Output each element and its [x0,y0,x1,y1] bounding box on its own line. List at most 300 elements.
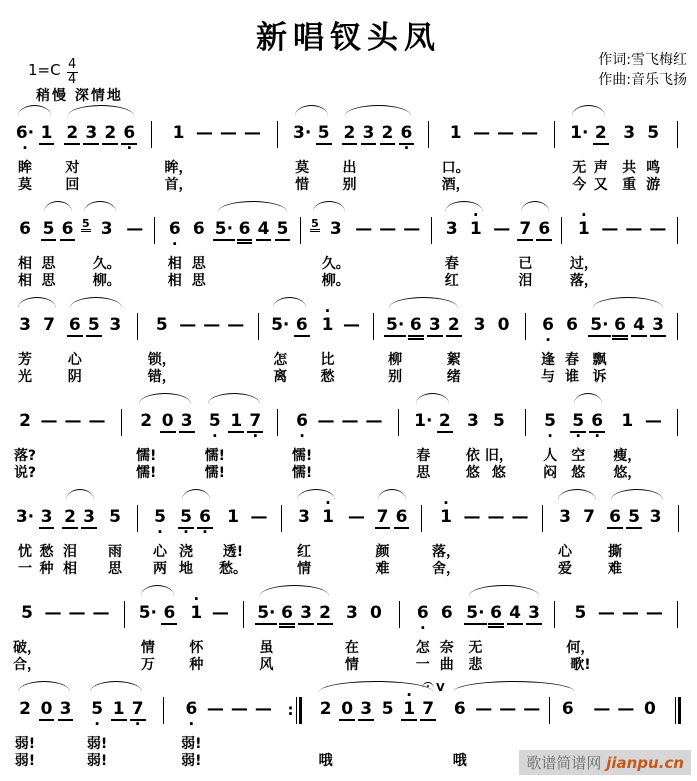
slur-group [177,486,215,578]
lyric-syllable-line1 [323,736,328,753]
note-area [82,116,101,160]
note-column [448,692,472,770]
duration-dash: — [211,603,229,623]
note-number: 6 [185,699,198,719]
lyric-syllable-line1 [312,256,317,273]
lyric-syllable-line1 [47,352,52,369]
note-column [37,500,56,578]
octave-dot-slot [565,721,570,729]
lyric-syllable-line1 [399,544,404,561]
lyric-syllable-line1 [628,640,633,657]
note-column [642,596,666,674]
lyric-syllable-line2 [226,177,231,194]
note-group [672,390,684,482]
note-area [392,500,411,544]
note-column [93,212,121,290]
lyric-syllable-line2 [553,657,558,674]
lyric-syllable-line2 [253,465,258,482]
lyric-syllable-line1 [44,160,49,177]
octave-dot-slot [469,529,474,537]
note-area [192,116,216,160]
lyric-syllable-line2 [256,369,261,386]
octave-dot-below: · [299,427,305,445]
note-number: 0 [341,699,354,719]
lyric-syllable-line1 [371,352,376,369]
lyric-syllable-line1: 心 [153,544,167,560]
lyric-syllable-line2 [501,369,506,386]
lyric-syllable-line1 [285,640,290,657]
lyric-syllable-line2: 今 [572,177,587,193]
note-column [184,590,208,674]
lyric-syllable-line1: 破， [13,640,41,656]
note-column [393,596,405,674]
lyric-syllable-line2: 闷 [543,465,558,481]
lyric-syllable-line1 [242,256,247,273]
octave-dot-above: · [443,494,449,512]
note-column [271,116,283,194]
note-area [213,212,235,256]
lyric-syllable-line1 [257,544,262,561]
note-number: 6 [395,507,408,527]
note-area [176,308,200,352]
lyric-syllable-line1 [275,448,280,465]
octave-dot-slot [586,529,591,537]
note-area [428,212,436,256]
lyric-syllable-line1: 鸣 [646,160,661,176]
note-column [13,212,37,290]
breath-mark-icon: V [436,681,445,694]
note-column [352,212,376,290]
note-group [672,198,684,290]
lyric-syllable-line2 [364,753,369,770]
slur-group [516,198,554,290]
note-number: 2 [447,315,460,335]
lyric-syllable-line1 [361,256,366,273]
lyric-syllable-line1: 过， [569,256,598,272]
note-area [41,596,65,640]
lyric-syllable-line1 [119,448,124,465]
octave-dot-slot [159,337,164,345]
note-column [58,212,77,290]
octave-dot-above: · [193,590,200,608]
note-group [537,486,549,578]
barline [151,121,152,148]
octave-dot-slot [562,529,567,537]
note-number: 6 [614,315,627,335]
lyric-syllable-line1 [513,640,518,657]
lyric-syllable-line1: 怎 [273,352,288,368]
note-area [316,302,340,352]
note-number: 6 [542,315,554,335]
note-number: 6 [168,219,181,239]
lyric-syllable-line1 [99,640,104,657]
lyric-syllable-line1 [676,160,681,177]
octave-dot-slot [577,145,582,153]
octave-dot-slot [385,241,390,249]
lyric-syllable-line2 [479,177,484,194]
note-column [247,500,271,578]
note-column [345,500,369,578]
note-number: 1 [577,219,590,239]
lyric-syllable-line1: 虽 [259,640,274,656]
note-area [535,212,554,256]
note-column [109,692,128,770]
note-column [224,308,248,386]
octave-dot-slot [323,721,328,729]
lyric-syllable-line2: 悠， [613,465,642,481]
note-group [13,582,113,674]
note-column [549,596,561,674]
barline [677,217,678,244]
note-column [553,500,577,578]
note-column [406,308,425,386]
note-column [419,681,445,770]
lyricist: 作词:雪飞梅红 [598,52,687,68]
octave-dot-slot [421,433,426,441]
note-column [368,308,380,386]
lyric-syllable-line2 [218,657,223,674]
note-number: 5· [466,603,485,623]
lyric-syllable-line1 [494,544,499,561]
octave-dot-slot [72,337,77,345]
lyric-syllable-line2: 弱! [14,753,36,769]
note-column [588,404,607,482]
note-number: 7 [249,411,262,431]
duration-dash: — [463,507,481,527]
octave-dot-above: · [580,206,587,224]
lyric-syllable-line2: 悠 [571,465,586,481]
note-area [120,596,128,640]
note-column [492,308,516,386]
octave-dot-slot [407,721,412,729]
note-column [594,596,618,674]
lyric-syllable-line2 [65,273,70,290]
note-group [148,486,172,578]
note-area [419,681,445,736]
octave-dot-slot [233,337,238,345]
octave-dot-slot [221,241,226,249]
note-column [487,596,506,674]
note-column [672,404,684,482]
note-column [496,692,520,770]
barline [163,697,164,724]
lyric-syllable-line1 [71,448,76,465]
octave-dot-below: · [157,523,163,541]
lyric-syllable-line2 [651,465,656,482]
note-column [588,308,610,386]
octave-dot-slot [22,241,27,249]
note-area [292,500,316,544]
lyric-syllable-line1: 撕 [608,544,622,560]
lyric-syllable-line1 [532,640,537,657]
note-area [13,116,37,160]
note-area [411,596,435,640]
note-area [314,692,338,736]
note-area [468,308,492,352]
lyric-syllable-line2 [135,753,140,770]
lyric-syllable-line1: 红 [297,544,311,560]
octave-dot-slot [22,337,27,345]
lyric-syllable-line1 [185,352,190,369]
note-area [290,404,314,448]
lyric-syllable-line2 [209,369,214,386]
note-area [536,308,560,352]
note-group [520,294,532,386]
note-area [674,500,682,544]
note-column [516,212,535,290]
note-column [535,212,554,290]
octave-dot-slot [301,529,306,537]
note-area [158,404,177,448]
lyric-syllable-line1 [345,736,350,753]
note-column [577,500,601,578]
note-number: 7 [583,507,595,527]
lyric-syllable-line2 [108,177,113,194]
note-number: 3 [528,603,540,623]
note-number: 2 [594,123,607,143]
octave-dot-slot [631,529,636,537]
barline [431,217,432,244]
note-number: 2 [64,507,76,527]
note-column [219,500,247,578]
octave-dot-slot [523,241,528,249]
lyric-syllable-line2: 风 [259,657,274,673]
note-number: 6 [538,219,551,239]
barline [677,313,678,340]
note-column [290,404,314,482]
slur-group [567,102,610,194]
note-column [338,692,357,770]
lyric-syllable-line1 [676,544,681,561]
lyric-syllable-line2: 一 [415,657,430,673]
octave-dot-slot [86,529,91,537]
note-area [322,212,350,256]
octave-dot-below: · [211,427,218,445]
duration-dash: — [365,411,383,431]
lyric-syllable-line2 [607,273,612,290]
note-area [674,692,682,736]
music-system [13,198,684,294]
grace-note: 5 [82,217,90,230]
note-area [484,500,508,544]
barline [399,601,400,628]
note-area [56,692,75,736]
note-number: 3 [445,219,458,239]
note-number: 6 [61,219,74,239]
lyric-syllable-line2: 地 [179,561,193,577]
note-column [192,116,216,194]
note-number: 1 [322,507,334,527]
octave-dot-slot [612,529,617,537]
lyric-syllable-line1: 眸 [18,160,32,176]
slur-group [255,582,334,674]
barline [277,121,278,148]
lyric-syllable-line1 [237,736,242,753]
lyric-syllable-line1 [324,448,329,465]
lyric-syllable-line2 [280,273,285,290]
lyric-syllable-line2 [71,465,76,482]
note-area [569,404,588,448]
lyric-syllable-line2 [299,369,304,386]
lyric-syllable-line2: 哦 [452,753,467,769]
octave-dot-slot [322,625,327,633]
note-area [37,404,61,448]
lyric-syllable-line2: 回 [65,177,80,193]
barline [398,409,399,436]
note-area [278,500,286,544]
note-column [292,500,316,578]
lyric-syllable-line2 [470,561,475,578]
time-signature [67,59,78,86]
note-area [448,692,472,736]
note-number: 6 [295,315,308,335]
note-group [426,198,438,290]
note-column [132,308,144,386]
barline-thin [296,697,297,724]
lyric-syllable-line2: 相 [18,273,32,289]
lyric-syllable-line2: 莫 [18,177,32,193]
note-column [442,116,470,194]
note-column [238,596,250,674]
repeat-barline [288,697,302,724]
note-column [644,500,668,578]
note-column [490,212,514,290]
barline [373,313,374,340]
lyric-syllable-line2: 愁。 [219,561,247,577]
lyric-syllable-line2: 懦! [291,465,313,481]
note-number: 3 [85,123,98,143]
note-number: 5 [572,411,585,431]
lyric-syllable-line1: 声 [593,160,608,176]
octave-dot-slot [501,337,506,345]
note-number: 6 [123,123,136,143]
note-group [672,294,684,386]
octave-dot-above: · [472,206,479,224]
octave-dot-below: · [202,523,208,541]
note-group [549,582,561,674]
lyric-syllable-line1 [366,160,371,177]
note-column [146,116,158,194]
grace-note: 5 [311,217,319,230]
note-area [184,590,208,640]
lyric-syllable-line1 [261,256,266,273]
note-column [611,308,630,386]
octave-dot-slot [650,145,655,153]
lyric-syllable-line2 [523,465,528,482]
octave-dot-below: · [94,715,100,733]
note-column [525,596,544,674]
note-area [314,404,338,448]
octave-dot-slot [312,232,317,240]
octave-dot-slot [531,625,536,633]
lyric-syllable-line1: 思 [191,256,206,272]
lyric-syllable-line2: 又 [593,177,608,193]
note-column [37,308,61,386]
lyric-syllable-line2 [167,657,172,674]
note-group [423,102,435,194]
note-area [641,404,665,448]
note-area [123,212,147,256]
lyric-syllable-line2: 合， [13,657,41,673]
octave-dot-slot [366,145,371,153]
octave-dot-slot [607,241,612,249]
note-number: 5· [271,315,290,335]
lyric-syllable-line1: 瘦， [613,448,642,464]
octave-dot-slot [512,625,517,633]
note-column [672,116,684,194]
octave-dot-slot [132,241,137,249]
octave-dot-slot [91,337,96,345]
slur-group [384,294,463,386]
lyric-syllable-line2 [540,561,545,578]
octave-dot-slot [209,337,214,345]
slur-group [292,486,340,578]
lyric-syllable-line1: 怀 [189,640,204,656]
octave-dot-slot [176,145,181,153]
key-signature [28,56,78,87]
note-column [373,500,392,578]
lyric-syllable-line1 [209,352,214,369]
note-area [588,404,607,448]
lyric-syllable-line1 [373,640,378,657]
note-group [613,390,665,482]
note-number: 1 [230,411,243,431]
song-title: 新唱钗头凤 [256,20,441,56]
lyric-syllable-line1 [372,448,377,465]
lyric-syllable-line1 [299,352,304,369]
lyric-syllable-line2 [292,753,297,770]
note-number: 6 [68,315,81,335]
note-column [423,116,435,194]
lyric-syllable-line1: 相 [167,256,182,272]
note-number: 3 [300,603,312,623]
octave-dot-slot [493,529,498,537]
note-number: 2 [19,411,31,431]
note-area [200,308,224,352]
note-area [588,308,610,352]
note-column [338,404,362,482]
lyric-syllable-line2 [618,369,623,386]
octave-dot-slot [432,337,437,345]
note-number: 5 [180,507,192,527]
lyric-syllable-line1: 相 [18,256,32,272]
lyric-syllable-line1 [63,736,68,753]
barline [428,121,429,148]
note-area [240,596,248,640]
note-column [158,404,177,482]
duration-dash: — [621,603,639,623]
lyric-syllable-line2 [385,753,390,770]
note-column [646,212,670,290]
note-group [340,582,388,674]
octave-dot-slot [325,337,330,345]
note-number: 5 [42,219,55,239]
note-number: 1 [403,699,416,719]
lyric-syllable-line1: 出 [342,160,357,176]
note-number: 5 [574,603,587,623]
barline [525,313,526,340]
note-column [506,596,525,674]
lyric-syllable-line2 [366,177,371,194]
lyric-syllable-line1: 眸， [164,160,193,176]
note-area [618,596,642,640]
octave-dot-slot [144,433,149,441]
lyric-syllable-line1 [652,640,657,657]
note-column [460,500,484,578]
lyric-syllable-line1 [407,736,412,753]
lyric-syllable-line1 [44,736,49,753]
lyric-syllable-line1 [655,256,660,273]
